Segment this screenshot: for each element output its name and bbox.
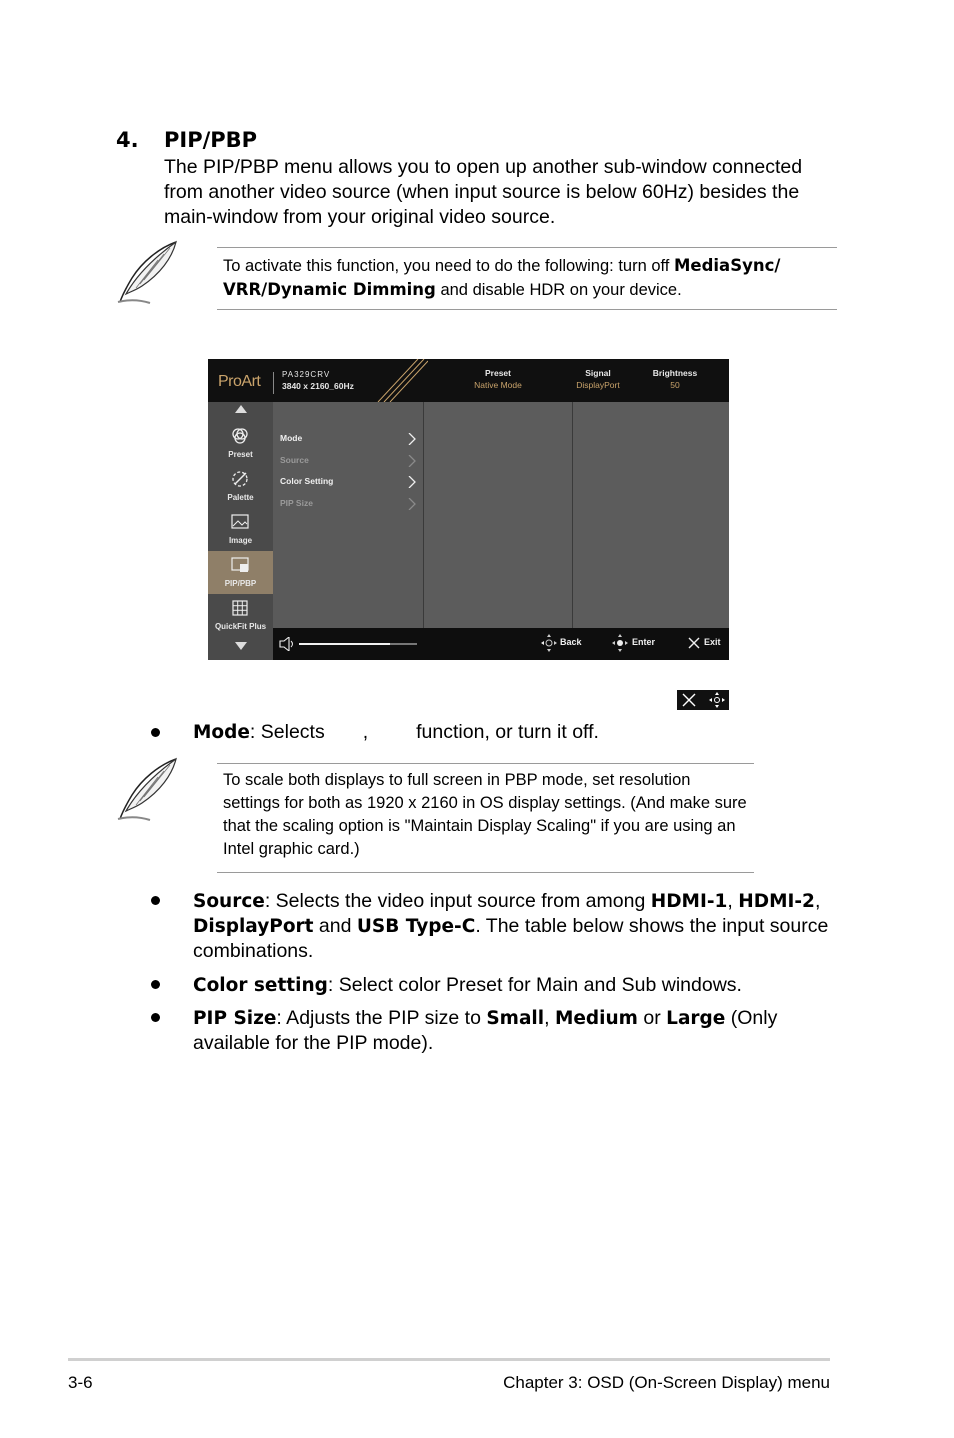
osd-submenu-column <box>424 402 573 628</box>
volume-slider[interactable] <box>299 643 417 645</box>
chapter-title: Chapter 3: OSD (On-Screen Display) menu <box>503 1373 830 1392</box>
bullet-dot <box>151 1013 160 1022</box>
feather-note-icon <box>114 240 184 306</box>
bullet-color-setting: Color setting: Select color Preset for Main and Sub windows. <box>193 974 742 996</box>
chevron-right-icon <box>408 433 416 445</box>
osd-header <box>208 359 729 402</box>
menu-item-mode[interactable]: Mode <box>280 429 418 449</box>
palette-icon <box>231 470 249 488</box>
volume-slider-fill <box>299 643 390 645</box>
scroll-down-icon[interactable] <box>235 642 247 650</box>
bullet-dot <box>151 728 160 737</box>
scroll-up-icon[interactable] <box>235 405 247 413</box>
osd-menu-column <box>273 402 424 628</box>
bullet-pip-size: PIP Size: Adjusts the PIP size to Small, Medium or Large (Only available for the PIP mode). <box>193 1007 778 1054</box>
note-pbp-scaling: To scale both displays to full screen in PBP mode, set resolution settings for both as 1920 x 2160 in OS display settings. (And make sure that the scaling option is "Maintain Display Scaling" if you are using an Intel graphic card.) <box>223 771 747 858</box>
speaker-icon <box>279 637 295 651</box>
osd-menu-screenshot <box>208 359 729 660</box>
status-signal-value: DisplayPort <box>576 380 620 390</box>
bullet-dot <box>151 896 160 905</box>
status-brightness-value: 50 <box>670 380 680 390</box>
nav-back-label: Back <box>560 637 582 647</box>
sidebar-label: QuickFit Plus <box>214 622 267 631</box>
footer-rule <box>68 1358 830 1361</box>
sidebar-label: PIP/PBP <box>224 579 257 588</box>
note-activate: To activate this function, you need to do the following: turn off MediaSync/ VRR/Dynamic Dimming and disable HDR on your device. <box>223 256 781 299</box>
close-icon <box>688 637 700 649</box>
pip-icon <box>231 556 249 574</box>
osd-footer <box>273 628 729 660</box>
sidebar-label: Palette <box>227 493 254 502</box>
sidebar-item-quickfit-plus[interactable] <box>208 594 273 637</box>
proart-logo: ProArt <box>218 373 261 390</box>
logo-divider <box>273 372 274 394</box>
section-number: 4. <box>116 128 139 152</box>
note-top-rule <box>217 763 754 764</box>
status-signal-label: Signal <box>585 368 611 378</box>
chevron-right-icon <box>408 476 416 488</box>
sidebar-label: Preset <box>228 450 253 459</box>
note-bottom-rule <box>217 309 837 310</box>
header-stripes <box>368 359 428 402</box>
note-bottom-rule <box>217 872 754 873</box>
status-preset-label: Preset <box>485 368 511 378</box>
chevron-right-icon <box>408 498 416 510</box>
bullet-dot <box>151 980 160 989</box>
section-description: The PIP/PBP menu allows you to open up another sub-window connected from another video source (when input source is below 60Hz) besides the main-window from your original video source. <box>164 156 803 228</box>
bullet-mode: Mode: Selects , function, or turn it off. <box>193 721 599 743</box>
sidebar-item-pip-pbp[interactable] <box>208 551 273 594</box>
image-icon <box>231 513 249 531</box>
nav-exit-label: Exit <box>704 637 721 647</box>
note-top-rule <box>217 247 837 248</box>
sidebar-item-preset[interactable] <box>208 422 273 465</box>
exit-joystick-key-icons <box>677 690 729 710</box>
grid-icon <box>231 599 249 617</box>
resolution: 3840 x 2160_60Hz <box>282 381 354 391</box>
nav-enter-label: Enter <box>632 637 656 647</box>
menu-item-color-setting[interactable]: Color Setting <box>280 472 418 492</box>
joystick-back-icon <box>541 634 557 652</box>
status-brightness-label: Brightness <box>652 368 698 378</box>
page-number: 3-6 <box>68 1373 93 1392</box>
sidebar-item-image[interactable] <box>208 508 273 551</box>
section-title: PIP/PBP <box>164 128 258 152</box>
sidebar-label: Image <box>228 536 253 545</box>
sidebar-item-palette[interactable] <box>208 465 273 508</box>
chevron-right-icon <box>408 455 416 467</box>
preset-icon <box>231 427 249 445</box>
osd-option-column <box>573 402 729 628</box>
model-name: PA329CRV <box>282 370 331 379</box>
menu-item-pip-size[interactable]: PIP Size <box>280 494 418 514</box>
feather-note-icon <box>114 757 184 823</box>
status-preset-value: Native Mode <box>474 380 522 390</box>
joystick-enter-icon <box>612 634 628 652</box>
bullet-source: Source: Selects the video input source from among HDMI-1, HDMI-2, DisplayPort and USB Type-C. The table below shows the input source combinations. <box>193 890 829 962</box>
menu-item-source[interactable]: Source <box>280 451 418 471</box>
osd-sidebar <box>208 402 273 660</box>
